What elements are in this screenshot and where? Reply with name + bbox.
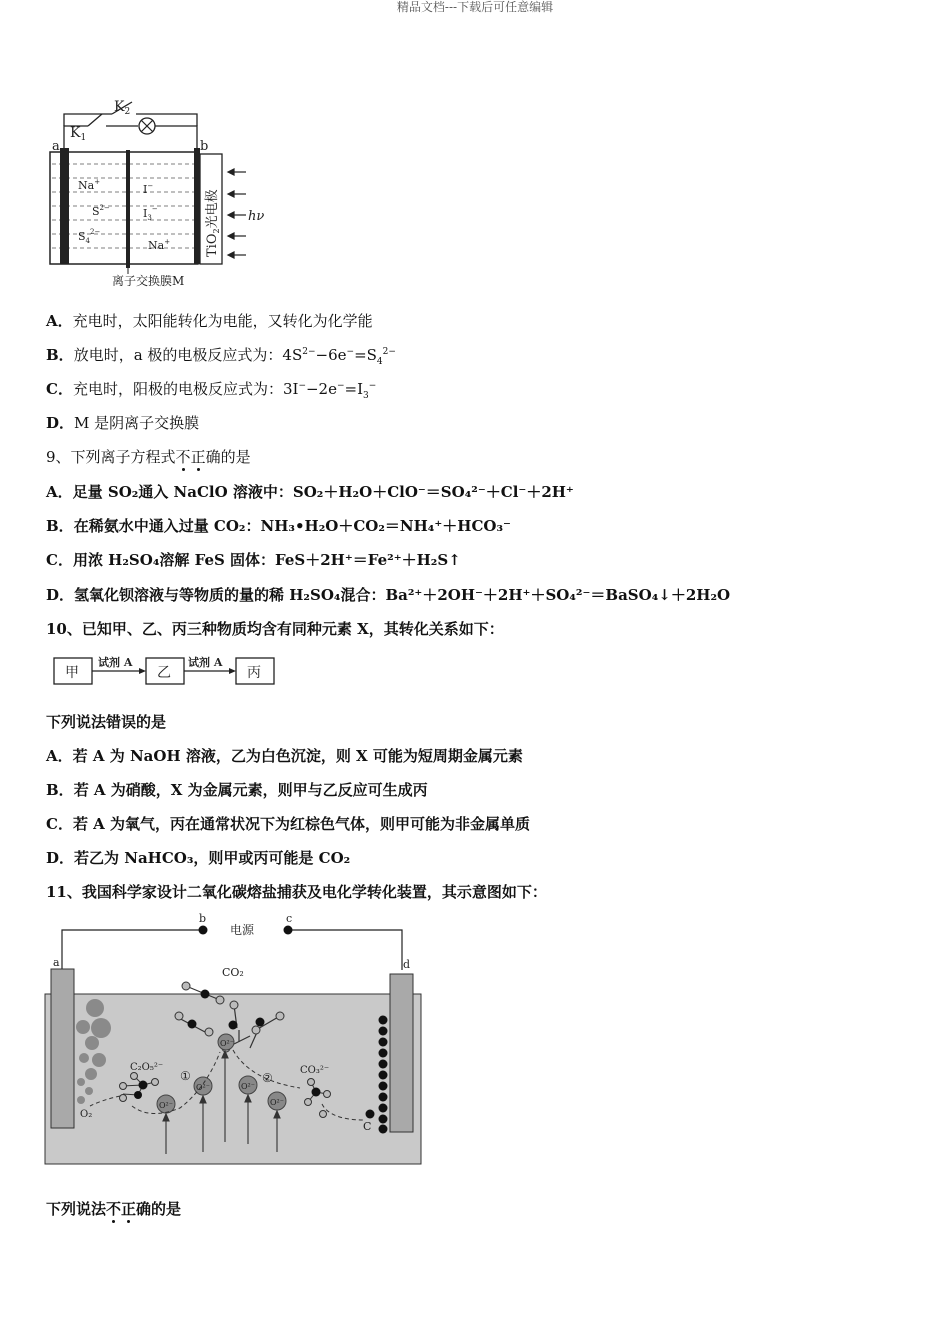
arrow-label-1: 试剂 A — [98, 656, 133, 669]
option-text: 放电时，a 极的电极反应式为：4S — [73, 346, 303, 364]
option-label: C． — [46, 815, 73, 833]
step-2-label: ② — [262, 1071, 273, 1085]
option-label: C． — [46, 551, 73, 569]
light-label: hν — [248, 209, 265, 224]
emphasis-char: 不 — [106, 1200, 122, 1218]
option-text: 若 A 为硝酸，X 为金属元素，则甲与乙反应可生成丙 — [73, 781, 428, 799]
terminal-b-label: b — [199, 912, 207, 925]
oxide-ion: O²⁻ — [241, 1082, 255, 1091]
c2o5-label: C₂O₅²⁻ — [130, 1062, 164, 1073]
q9-option-d — [46, 585, 730, 605]
q10-sub-stem: 下列说法错误的是 — [46, 713, 167, 731]
option-label: D． — [46, 849, 75, 867]
oxide-ion: O²⁻ — [196, 1083, 210, 1092]
emphasis-char: 不 — [175, 448, 191, 466]
svg-text:K2 — [114, 99, 130, 117]
svg-text:Na+: Na+ — [148, 238, 171, 252]
electrode-a-label: a — [52, 139, 60, 154]
option-text: 充电时，太阳能转化为电能，又转化为化学能 — [72, 312, 373, 330]
q9-option-a — [46, 482, 574, 502]
q11-sub-stem — [46, 1199, 181, 1219]
emphasis-char: 正 — [190, 448, 206, 466]
option-text: 充电时，阳极的电极反应式为：3I — [72, 380, 299, 398]
stem-text: 下列说法 — [46, 1200, 107, 1218]
option-label: C． — [46, 380, 73, 398]
option-label: D． — [46, 586, 75, 604]
stem-text: 确的是 — [205, 448, 251, 466]
stem-text: 确的是 — [136, 1200, 182, 1218]
svg-text:S2−: $S^{2-}$ — [92, 204, 110, 218]
option-text: =I — [344, 380, 364, 398]
stem-text: 9、下列离子方程式 — [46, 448, 176, 466]
q10-option-a — [46, 746, 523, 766]
option-label: B． — [46, 517, 74, 535]
o2-label: O₂ — [80, 1109, 93, 1120]
co3-label: CO₃²⁻ — [300, 1065, 330, 1076]
q9-stem — [46, 447, 251, 467]
svg-text:TiO2光电极 — [204, 189, 221, 257]
electrode-name-cn: 光电极 — [205, 189, 220, 229]
option-text: −6e — [315, 346, 347, 364]
option-text: 若 A 为氧气，丙在通常状况下为红棕色气体，则甲可能为非金属单质 — [72, 815, 531, 833]
option-label: D． — [46, 414, 75, 432]
q10-option-d — [46, 848, 350, 868]
option-label: A． — [46, 747, 73, 765]
page-header: 精品文档---下载后可任意编辑 — [396, 0, 554, 14]
conversion-diagram — [50, 650, 280, 692]
option-text: 足量 SO₂通入 NaClO 溶液中：SO₂＋H₂O＋ClO⁻＝SO₄²⁻＋Cl⁻＋2H⁺ — [72, 483, 574, 501]
electrode-d-label: d — [403, 958, 411, 971]
co2-label: CO₂ — [222, 966, 244, 979]
q8-option-d — [46, 413, 199, 433]
ion-i: I — [143, 183, 148, 196]
k2-subscript: 2 — [124, 107, 131, 117]
option-text: 若 A 为 NaOH 溶液，乙为白色沉淀，则 X 可能为短周期金属元素 — [72, 747, 523, 765]
svg-text:Na+: Na+ — [78, 178, 101, 192]
q9-option-b — [46, 516, 511, 536]
ion-na-right: Na — [148, 239, 165, 252]
svg-text:K1 — [70, 125, 86, 143]
oxide-ion: O²⁻ — [159, 1101, 173, 1110]
box-yi: 乙 — [157, 665, 171, 681]
svg-text:I3−: $I_3^-$ — [143, 205, 158, 222]
option-label: B． — [46, 781, 74, 799]
q10-stem: 10、已知甲、乙、丙三种物质均含有同种元素 X，其转化关系如下： — [46, 620, 504, 638]
electrode-name: TiO — [205, 233, 220, 257]
cell-diagram — [40, 92, 280, 297]
option-label: A． — [46, 312, 73, 330]
power-label: 电源 — [230, 923, 255, 937]
ion-s2: S — [92, 205, 100, 218]
q11-stem: 11、我国科学家设计二氧化碳熔盐捕获及电化学转化装置，其示意图如下： — [46, 883, 547, 901]
oxide-ion: O²⁻ — [220, 1039, 234, 1048]
ion-i3: I — [143, 207, 148, 220]
svg-text:I−: I− — [143, 182, 154, 196]
q8-option-b: B．放电时，a 极的电极反应式为：$4S^{2-}-6e^-=S_4^{2-}$ — [46, 346, 396, 367]
option-label: B． — [46, 346, 74, 364]
oxide-ion: O²⁻ — [270, 1098, 284, 1107]
q10-option-b — [46, 780, 428, 800]
q9-option-c — [46, 550, 461, 570]
option-text: =S — [354, 346, 377, 364]
option-text: 氢氧化钡溶液与等物质的量的稀 H₂SO₄混合：Ba²⁺＋2OH⁻＋2H⁺＋SO₄²⁻＝BaSO₄↓＋2H₂O — [74, 586, 731, 604]
k1-label: K — [70, 125, 81, 141]
box-bing: 丙 — [247, 665, 261, 681]
carbon-label: C — [363, 1120, 372, 1133]
option-label: A． — [46, 483, 73, 501]
q10-option-c — [46, 814, 530, 834]
box-jia: 甲 — [65, 665, 79, 681]
arrow-label-2: 试剂 A — [188, 656, 223, 669]
membrane-label: 离子交换膜M — [112, 274, 185, 288]
electrode-a-label: a — [53, 956, 60, 969]
svg-text:S42−: $S_4^{2-}$ — [78, 228, 101, 245]
step-1-label: ① — [180, 1069, 191, 1083]
q8-option-a — [46, 311, 373, 331]
ion-na-left: Na — [78, 179, 95, 192]
terminal-c-label: c — [286, 912, 293, 925]
option-text: 在稀氨水中通入过量 CO₂：NH₃•H₂O＋CO₂＝NH₄⁺＋HCO₃⁻ — [73, 517, 511, 535]
ion-s4: S — [78, 230, 86, 243]
option-text: M 是阴离子交换膜 — [74, 414, 200, 432]
option-text: 若乙为 NaHCO₃，则甲或丙可能是 CO₂ — [74, 849, 351, 867]
electrode-b-label: b — [200, 139, 209, 154]
emphasis-char: 正 — [121, 1200, 137, 1218]
q8-option-c: C．充电时，阳极的电极反应式为：$3I^--2e^-=I_3^-$ — [46, 380, 377, 401]
molten-salt-diagram — [40, 910, 430, 1170]
option-text: −2e — [305, 380, 337, 398]
k2-label: K — [114, 99, 125, 115]
electrode-subscript: 2 — [212, 228, 221, 234]
k1-subscript: 1 — [80, 133, 87, 143]
option-text: 用浓 H₂SO₄溶解 FeS 固体：FeS＋2H⁺＝Fe²⁺＋H₂S↑ — [72, 551, 461, 569]
